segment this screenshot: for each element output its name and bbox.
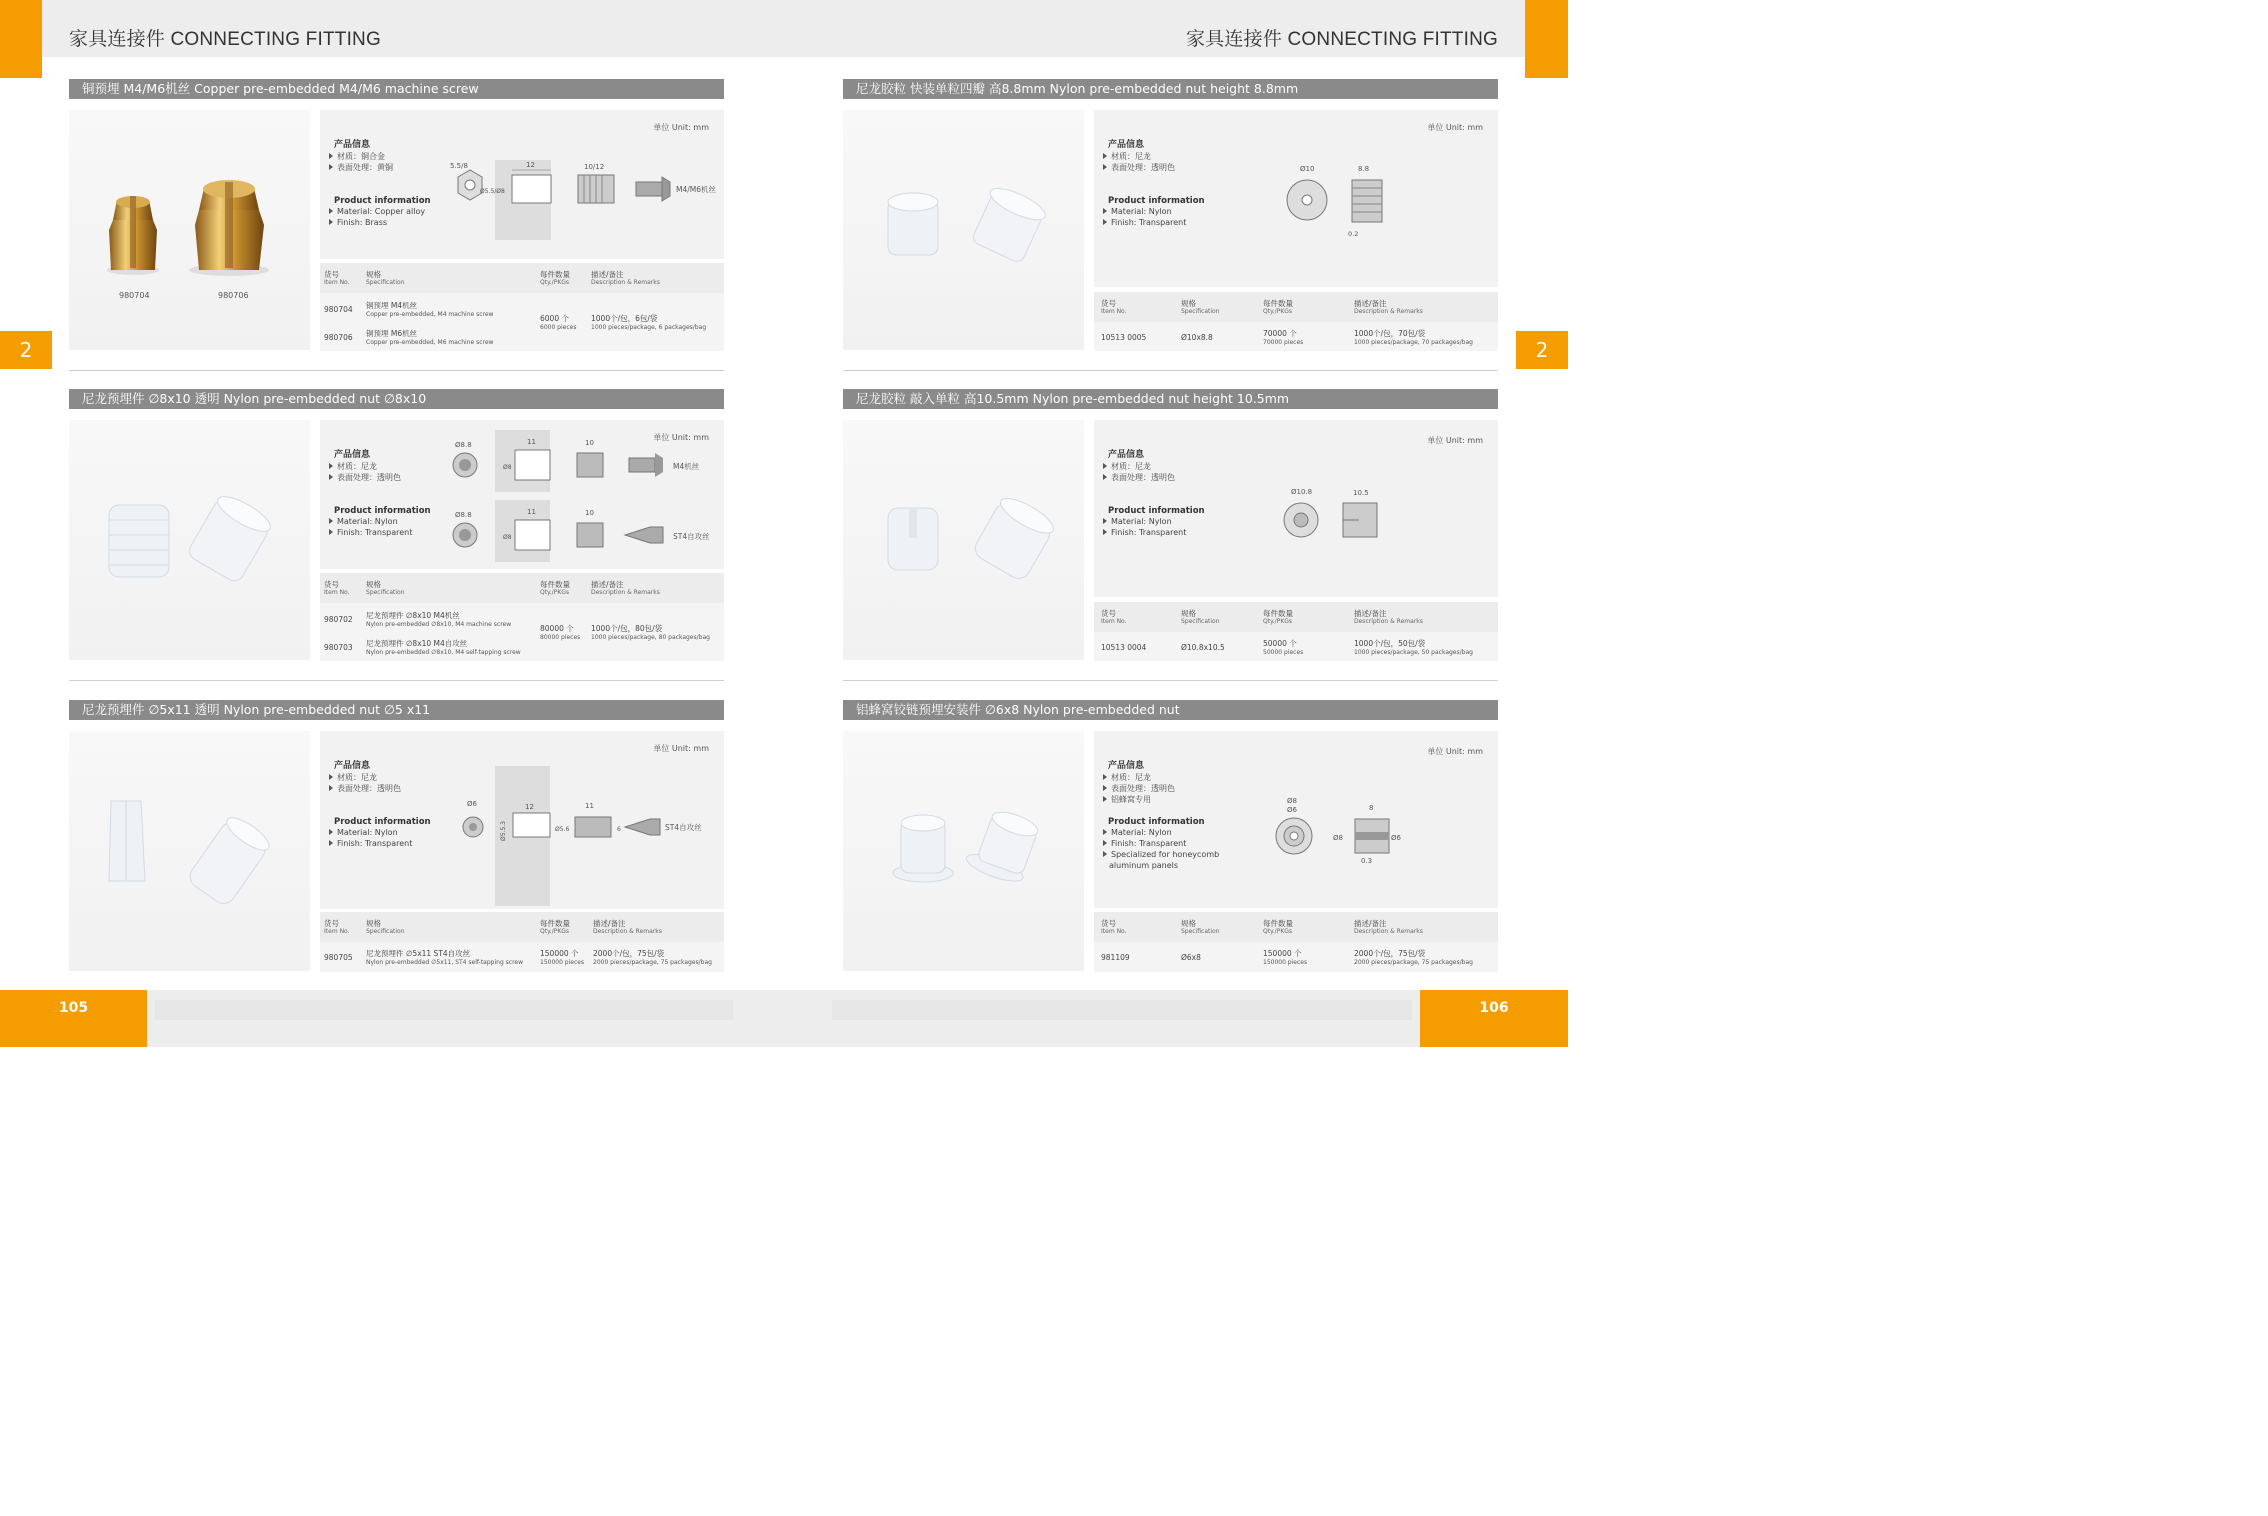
photo-label: 980706: [218, 291, 249, 300]
divider: [843, 680, 1498, 681]
svg-text:0.3: 0.3: [1361, 857, 1373, 865]
spec-cn: 尼龙预埋件 ∅5x11 ST4自攻丝: [366, 949, 471, 958]
info-cn-line: 表面处理：透明色: [1103, 162, 1175, 173]
svg-text:12: 12: [525, 803, 534, 811]
chapter-tab-right: 2: [1516, 331, 1568, 369]
nylon-insert-image: [843, 420, 1084, 660]
dim-label: 5.5/8: [450, 162, 468, 170]
unit-label: 单位 Unit: mm: [653, 744, 709, 753]
section-title-nylon-8-8: 尼龙胶粒 快装单粒四瓣 高8.8mm Nylon pre-embedded nut height 8.8mm: [843, 79, 1498, 99]
table-body: [1094, 632, 1498, 661]
dim-label: M4/M6机丝: [676, 185, 717, 194]
qty-cn: 70000 个: [1263, 329, 1297, 338]
desc-en: 2000 pieces/package, 75 packages/bag: [1354, 959, 1473, 966]
svg-text:ST4自攻丝: ST4自攻丝: [673, 532, 710, 541]
dim-label: 10/12: [584, 163, 605, 171]
info-cn-line: 材质：铜合金: [329, 151, 385, 162]
section-title-nylon-10-5: 尼龙胶粒 敲入单粒 高10.5mm Nylon pre-embedded nut height 10.5mm: [843, 389, 1498, 409]
product-photo-nylon-5x11: [69, 731, 310, 971]
table-body: [1094, 942, 1498, 972]
info-cn-line: 材质：尼龙: [1103, 151, 1151, 162]
svg-text:Ø8.8: Ø8.8: [455, 441, 472, 449]
info-en-line: Material: Nylon: [1103, 828, 1172, 837]
technical-drawing: [440, 155, 720, 245]
item-no: 10513 0004: [1101, 643, 1147, 652]
info-cn-line: 铝蜂窝专用: [1103, 794, 1151, 805]
svg-text:11: 11: [527, 508, 536, 516]
info-en-line: Material: Nylon: [1103, 207, 1172, 216]
product-info-panel: [1094, 731, 1498, 908]
nylon-insert-image: [69, 731, 310, 971]
info-en-line: Finish: Transparent: [1103, 218, 1186, 227]
info-en-line: Material: Copper alloy: [329, 207, 425, 216]
info-en-title: Product information: [1108, 196, 1205, 206]
desc-en: 1000 pieces/package, 50 packages/bag: [1354, 649, 1473, 656]
svg-text:10: 10: [585, 439, 594, 447]
svg-text:6: 6: [617, 826, 621, 833]
dim-label: Ø5.5/Ø8: [480, 188, 505, 195]
spec-table: [320, 573, 724, 661]
technical-drawing: [1279, 485, 1389, 545]
svg-text:Ø5.5.3: Ø5.5.3: [500, 821, 507, 841]
table-header: 货号 Item No. 规格 Specification 每件数量 Qty./PKGs 描述/备注 Description & Remarks: [1094, 292, 1498, 322]
info-en-title: Product information: [334, 817, 431, 827]
svg-text:8.8: 8.8: [1358, 165, 1370, 173]
info-cn-line: 材质：尼龙: [1103, 772, 1151, 783]
item-no: 10513 0005: [1101, 333, 1147, 342]
info-en-line: Finish: Transparent: [329, 839, 412, 848]
desc-en: 2000 pieces/package, 75 packages/bag: [593, 959, 712, 966]
table-body: [1094, 322, 1498, 351]
dim-label: 12: [526, 161, 535, 169]
product-photo-nylon-8x10: [69, 420, 310, 660]
spec-cn: 尼龙预埋件 ∅8x10 M4自攻丝: [366, 639, 468, 648]
spec-en: Copper pre-embedded, M6 machine screw: [366, 339, 494, 346]
svg-text:Ø8: Ø8: [1287, 797, 1297, 805]
desc-cn: 1000个/包，70包/袋: [1354, 329, 1426, 338]
spec: Ø10.8x10.5: [1181, 643, 1225, 652]
info-cn-line: 材质：尼龙: [329, 772, 377, 783]
technical-drawing: [1274, 160, 1394, 240]
desc-cn: 1000个/包，80包/袋: [591, 624, 663, 633]
product-info-panel: [1094, 110, 1498, 287]
spec-table: [320, 263, 724, 351]
nylon-insert-image: [69, 420, 310, 660]
item-no: 980702: [324, 615, 353, 624]
info-en-title: Product information: [1108, 817, 1205, 827]
info-en-line: Specialized for honeycomb: [1103, 850, 1219, 859]
photo-label: 980704: [119, 291, 150, 300]
info-cn-title: 产品信息: [1108, 761, 1145, 771]
desc-en: 1000 pieces/package, 70 packages/bag: [1354, 339, 1473, 346]
section-title-nylon-8x10: 尼龙预埋件 ∅8x10 透明 Nylon pre-embedded nut ∅8x10: [69, 389, 724, 409]
info-cn-line: 表面处理：透明色: [329, 783, 401, 794]
section-title-copper: 铜预埋 M4/M6机丝 Copper pre-embedded M4/M6 machine screw: [69, 79, 724, 99]
section-title-honeycomb: 铝蜂窝铰链预埋安装件 ∅6x8 Nylon pre-embedded nut: [843, 700, 1498, 720]
qty-cn: 80000 个: [540, 624, 574, 633]
page-number-left: 105: [0, 990, 147, 1047]
info-en-title: Product information: [334, 506, 431, 516]
svg-text:M4机丝: M4机丝: [673, 462, 700, 471]
info-en-line: Finish: Brass: [329, 218, 387, 227]
table-header: 货号 Item No. 规格 Specification 每件数量 Qty./PKGs 描述/备注 Description & Remarks: [1094, 912, 1498, 942]
svg-text:Ø8: Ø8: [503, 534, 512, 541]
desc-cn: 1000个/包，50包/袋: [1354, 639, 1426, 648]
product-info-panel: [320, 420, 724, 569]
section-title-nylon-5x11: 尼龙预埋件 ∅5x11 透明 Nylon pre-embedded nut ∅5 x11: [69, 700, 724, 720]
product-info-panel: [1094, 420, 1498, 597]
left-corner-tab: [0, 0, 42, 78]
nylon-insert-image: [843, 731, 1084, 971]
svg-text:11: 11: [527, 438, 536, 446]
svg-text:Ø6: Ø6: [1287, 806, 1297, 814]
spec-table: [1094, 602, 1498, 661]
table-body: [320, 603, 724, 661]
info-en-line: Finish: Transparent: [329, 528, 412, 537]
spec-en: Nylon pre-embedded ∅5x11, ST4 self-tapping screw: [366, 959, 524, 966]
qty-cn: 150000 个: [540, 949, 579, 958]
desc-en: 1000 pieces/package, 80 packages/bag: [591, 634, 710, 641]
qty-cn: 150000 个: [1263, 949, 1302, 958]
svg-text:Ø5.6: Ø5.6: [555, 826, 570, 833]
svg-text:8: 8: [1369, 804, 1374, 812]
item-no: 980706: [324, 333, 353, 342]
info-en-line: Material: Nylon: [1103, 517, 1172, 526]
desc-en: 1000 pieces/package, 6 packages/bag: [591, 324, 707, 331]
info-en-title: Product information: [1108, 506, 1205, 516]
info-cn-line: 表面处理：黄铜: [329, 162, 393, 173]
footer-strip: [155, 1000, 733, 1020]
qty-en: 150000 pieces: [1263, 959, 1308, 966]
copper-insert-image: [69, 110, 310, 350]
nylon-insert-image: [843, 110, 1084, 350]
info-cn-title: 产品信息: [334, 450, 371, 460]
svg-text:ST4自攻丝: ST4自攻丝: [665, 823, 702, 832]
svg-text:11: 11: [585, 802, 594, 810]
footer-strip: [832, 1000, 1412, 1020]
divider: [843, 370, 1498, 371]
chapter-tab-left: 2: [0, 331, 52, 369]
table-header: 货号 Item No. 规格 Specification 每件数量 Qty./PKGs 描述/备注 Description & Remarks: [320, 263, 724, 293]
svg-text:Ø10.8: Ø10.8: [1291, 488, 1313, 496]
qty-en: 6000 pieces: [540, 324, 577, 331]
spec-table: [1094, 292, 1498, 351]
technical-drawing: [455, 761, 720, 911]
product-photo-honeycomb: [843, 731, 1084, 971]
unit-label: 单位 Unit: mm: [653, 123, 709, 132]
unit-label: 单位 Unit: mm: [1427, 747, 1483, 756]
divider: [69, 370, 724, 371]
spec-en: Copper pre-embedded, M4 machine screw: [366, 311, 494, 318]
product-photo-nylon-8-8: [843, 110, 1084, 350]
technical-drawing: [1269, 791, 1399, 871]
product-photo-nylon-10-5: [843, 420, 1084, 660]
item-no: 980704: [324, 305, 353, 314]
right-header-title: 家具连接件 CONNECTING FITTING: [1186, 29, 1498, 50]
right-corner-tab: [1525, 0, 1568, 78]
spec: Ø10x8.8: [1181, 333, 1213, 342]
qty-cn: 6000 个: [540, 314, 569, 323]
qty-en: 150000 pieces: [540, 959, 585, 966]
info-en-title: Product information: [334, 196, 431, 206]
item-no: 980703: [324, 643, 353, 652]
info-cn-title: 产品信息: [1108, 140, 1145, 150]
svg-text:0.2: 0.2: [1348, 230, 1359, 238]
product-photo-copper: [69, 110, 310, 350]
spec: Ø6x8: [1181, 953, 1201, 962]
info-en-line: Finish: Transparent: [1103, 528, 1186, 537]
info-en-line: Finish: Transparent: [1103, 839, 1186, 848]
svg-text:Ø10: Ø10: [1300, 165, 1315, 173]
item-no: 980705: [324, 953, 353, 962]
svg-text:10.5: 10.5: [1353, 489, 1369, 497]
info-en-line: Material: Nylon: [329, 828, 398, 837]
spec-cn: 尼龙预埋件 ∅8x10 M4机丝: [366, 611, 460, 620]
info-cn-title: 产品信息: [334, 140, 371, 150]
spec-table: [320, 912, 724, 972]
divider: [69, 680, 724, 681]
info-en-line: aluminum panels: [1109, 861, 1179, 870]
table-header: 货号 Item No. 规格 Specification 每件数量 Qty./PKGs 描述/备注 Description & Remarks: [320, 912, 724, 942]
qty-en: 50000 pieces: [1263, 649, 1304, 656]
technical-drawing: [445, 425, 720, 565]
desc-cn: 2000个/包，75包/袋: [593, 949, 665, 958]
svg-text:Ø8: Ø8: [1333, 834, 1343, 842]
desc-cn: 2000个/包，75包/袋: [1354, 949, 1426, 958]
table-body: [320, 293, 724, 351]
table-header: 货号 Item No. 规格 Specification 每件数量 Qty./PKGs 描述/备注 Description & Remarks: [1094, 602, 1498, 632]
svg-text:10: 10: [585, 509, 594, 517]
qty-en: 80000 pieces: [540, 634, 581, 641]
info-cn-line: 表面处理：透明色: [1103, 783, 1175, 794]
table-body: [320, 942, 724, 972]
svg-text:Ø8: Ø8: [503, 464, 512, 471]
qty-en: 70000 pieces: [1263, 339, 1304, 346]
product-info-panel: [320, 110, 724, 259]
svg-text:Ø8.8: Ø8.8: [455, 511, 472, 519]
info-cn-title: 产品信息: [334, 761, 371, 771]
page-number-right: 106: [1420, 990, 1568, 1047]
info-cn-line: 表面处理：透明色: [329, 472, 401, 483]
unit-label: 单位 Unit: mm: [1427, 436, 1483, 445]
qty-cn: 50000 个: [1263, 639, 1297, 648]
info-cn-title: 产品信息: [1108, 450, 1145, 460]
svg-text:Ø6: Ø6: [1391, 834, 1401, 842]
spec-table: [1094, 912, 1498, 972]
info-cn-line: 材质：尼龙: [329, 461, 377, 472]
spec-cn: 铜预埋 M4机丝: [366, 301, 418, 310]
table-header: 货号 Item No. 规格 Specification 每件数量 Qty./PKGs 描述/备注 Description & Remarks: [320, 573, 724, 603]
desc-cn: 1000个/包，6包/袋: [591, 314, 658, 323]
spec-en: Nylon pre-embedded ∅8x10, M4 machine screw: [366, 621, 512, 628]
unit-label: 单位 Unit: mm: [653, 433, 709, 442]
left-header-title: 家具连接件 CONNECTING FITTING: [69, 29, 381, 50]
info-cn-line: 材质：尼龙: [1103, 461, 1151, 472]
unit-label: 单位 Unit: mm: [1427, 123, 1483, 132]
svg-text:Ø6: Ø6: [467, 800, 477, 808]
item-no: 981109: [1101, 953, 1130, 962]
spec-en: Nylon pre-embedded ∅8x10, M4 self-tapping screw: [366, 649, 521, 656]
spec-cn: 铜预埋 M6机丝: [366, 329, 418, 338]
product-info-panel: [320, 731, 724, 909]
info-cn-line: 表面处理：透明色: [1103, 472, 1175, 483]
info-en-line: Material: Nylon: [329, 517, 398, 526]
